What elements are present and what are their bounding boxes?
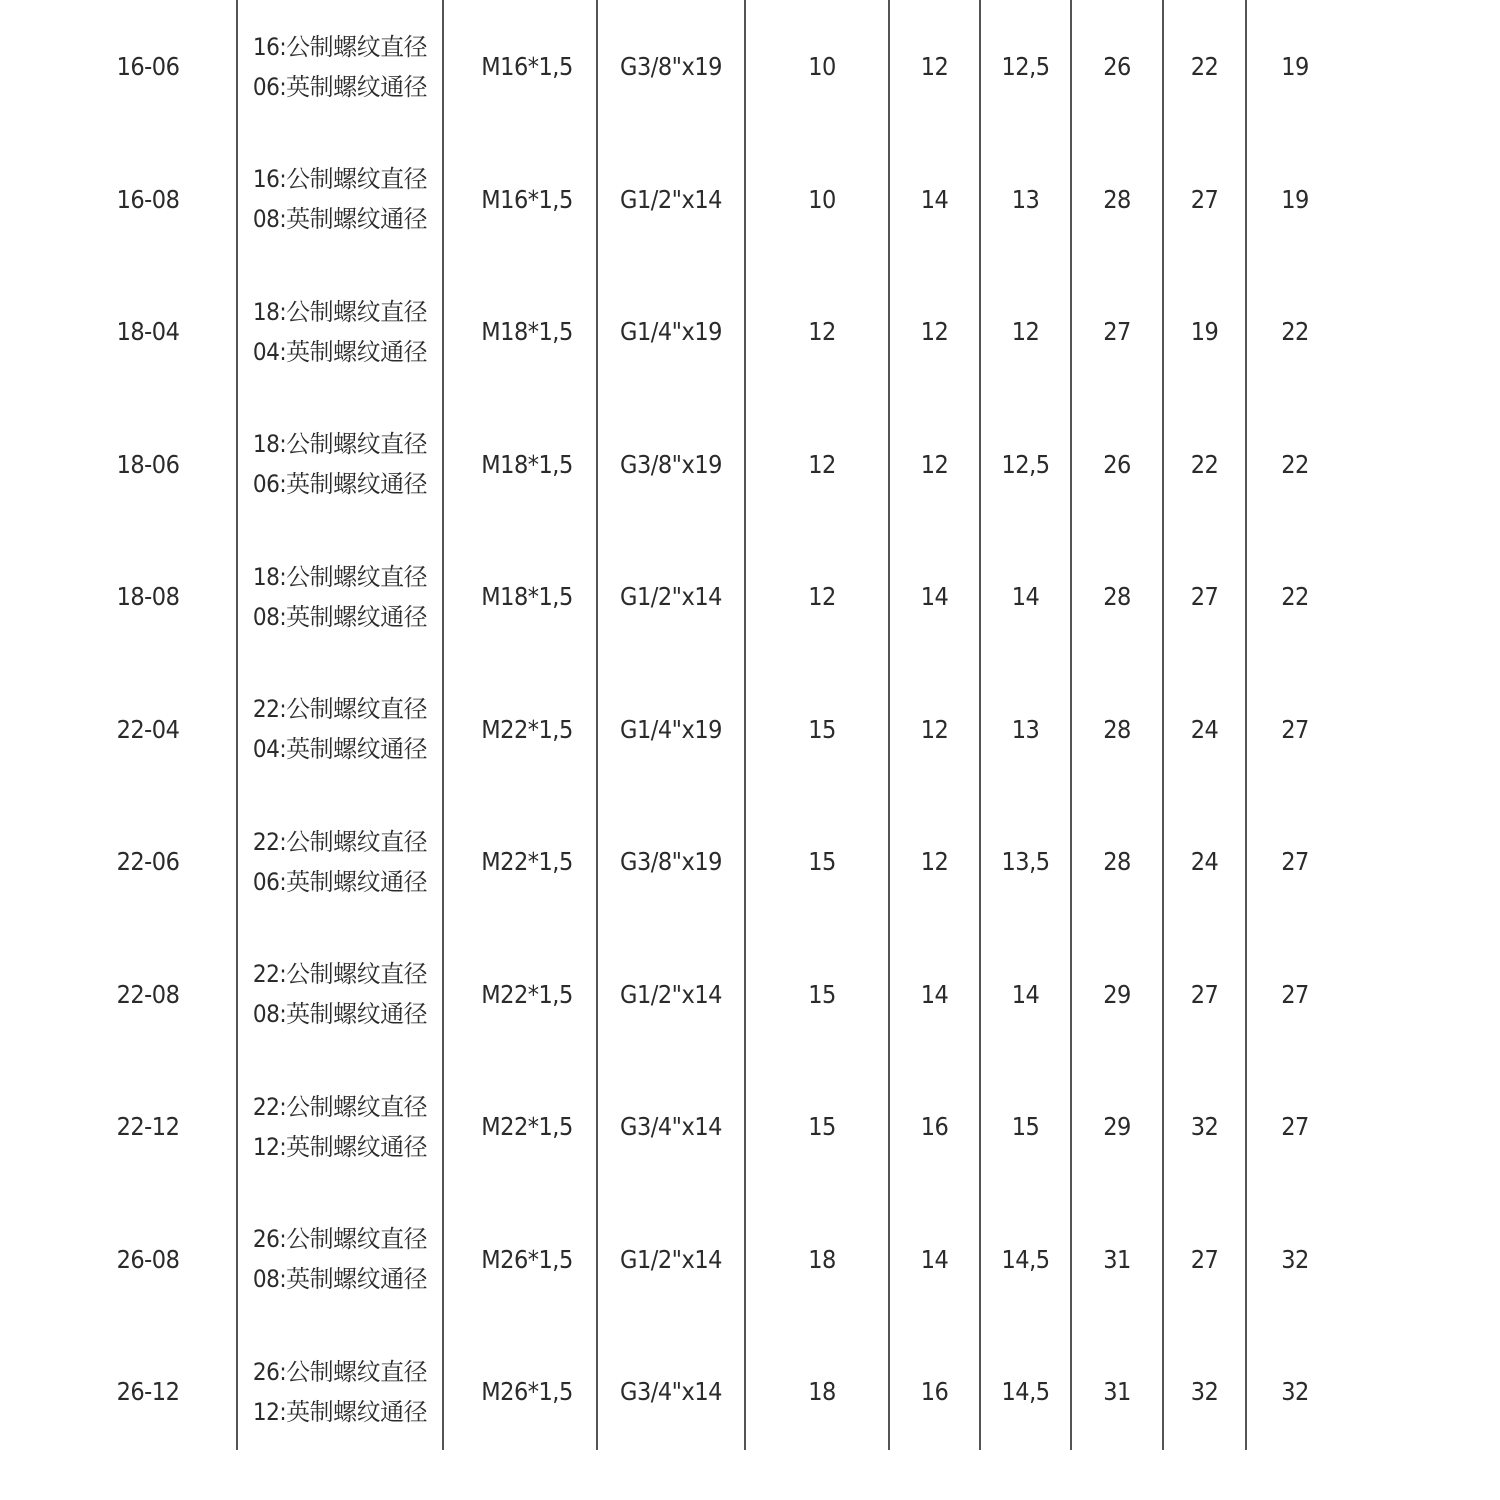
dimension-cell-3: 14,5 <box>1001 1244 1050 1274</box>
dimension-cell-5: 27 <box>1190 184 1219 214</box>
dimension-cell-1: 18 <box>808 1377 836 1406</box>
thread-description-cell <box>238 928 442 1061</box>
bsp-thread-cell: G3/4"x14 <box>620 1112 722 1141</box>
bsp-thread-cell: G3/8"x19 <box>620 847 722 876</box>
dimension-cell-4: 28 <box>1103 582 1131 611</box>
dimension-cell-4: 31 <box>1103 1377 1131 1406</box>
dimension-cell-5: 24 <box>1190 847 1219 876</box>
table-row <box>0 133 1500 266</box>
dimension-cell-6: 32 <box>1281 1244 1309 1274</box>
dimension-cell-5: 19 <box>1190 317 1219 346</box>
imperial-thread-note: 08:英制螺纹通径 <box>252 602 428 631</box>
imperial-thread-note: 06:英制螺纹通径 <box>252 470 428 498</box>
dimension-cell-1: 15 <box>808 847 836 876</box>
dimension-cell-4: 27 <box>1103 317 1131 346</box>
dimension-cell-6: 27 <box>1281 1112 1309 1141</box>
metric-thread-note: 22:公制螺纹直径 <box>252 695 428 723</box>
bsp-thread-cell: G1/4"x19 <box>620 317 722 346</box>
dimension-cell-2: 12 <box>920 847 949 876</box>
metric-thread-cell: M22*1,5 <box>481 847 573 876</box>
dimension-cell-1: 10 <box>808 52 836 81</box>
metric-thread-note: 22:公制螺纹直径 <box>252 827 428 856</box>
metric-thread-cell: M26*1,5 <box>481 1244 573 1274</box>
dimension-cell-6: 27 <box>1281 847 1309 876</box>
dimension-cell-6: 19 <box>1281 52 1309 81</box>
table-row <box>0 1193 1500 1326</box>
model-code-cell: 18-08 <box>116 582 180 611</box>
dimension-cell-1: 12 <box>808 582 836 611</box>
dimension-cell-4: 26 <box>1103 52 1131 81</box>
dimension-cell-3: 14 <box>1011 979 1040 1009</box>
bsp-thread-cell: G3/8"x19 <box>620 52 722 81</box>
model-code-cell: 22-06 <box>116 847 180 876</box>
table-row <box>0 530 1500 663</box>
table-row <box>0 0 1500 133</box>
dimension-cell-4: 31 <box>1103 1244 1131 1274</box>
dimension-cell-3: 13,5 <box>1001 847 1050 876</box>
dimension-cell-4: 28 <box>1103 184 1131 214</box>
dimension-cell-3: 14,5 <box>1001 1377 1050 1406</box>
dimension-cell-2: 14 <box>920 184 949 214</box>
dimension-cell-1: 15 <box>808 979 836 1009</box>
imperial-thread-note: 12:英制螺纹通径 <box>252 1132 428 1161</box>
dimension-cell-6: 27 <box>1281 979 1309 1009</box>
table-row <box>0 663 1500 796</box>
imperial-thread-note: 06:英制螺纹通径 <box>252 867 428 896</box>
dimension-cell-3: 14 <box>1011 582 1040 611</box>
dimension-cell-6: 22 <box>1281 449 1309 479</box>
thread-description-cell <box>238 0 442 133</box>
table-row <box>0 398 1500 531</box>
dimension-cell-2: 16 <box>920 1377 949 1406</box>
dimension-cell-3: 12 <box>1011 317 1040 346</box>
thread-description-cell <box>238 1193 442 1326</box>
dimension-cell-5: 27 <box>1190 979 1219 1009</box>
table-row <box>0 795 1500 928</box>
bsp-thread-cell: G3/4"x14 <box>620 1377 722 1406</box>
model-code-cell: 22-08 <box>116 979 180 1009</box>
dimension-cell-2: 12 <box>920 52 949 81</box>
dimension-cell-2: 12 <box>920 317 949 346</box>
thread-description-cell <box>238 663 442 796</box>
dimension-cell-5: 32 <box>1190 1112 1219 1141</box>
dimension-cell-1: 15 <box>808 714 836 744</box>
metric-thread-cell: M22*1,5 <box>481 714 573 744</box>
dimension-cell-5: 22 <box>1190 52 1219 81</box>
bsp-thread-cell: G3/8"x19 <box>620 449 722 479</box>
dimension-cell-4: 28 <box>1103 847 1131 876</box>
dimension-cell-1: 12 <box>808 449 836 479</box>
metric-thread-cell: M18*1,5 <box>481 317 573 346</box>
dimension-cell-5: 22 <box>1190 449 1219 479</box>
metric-thread-note: 18:公制螺纹直径 <box>252 430 428 458</box>
metric-thread-cell: M26*1,5 <box>481 1377 573 1406</box>
imperial-thread-note: 08:英制螺纹通径 <box>252 1265 428 1293</box>
metric-thread-note: 16:公制螺纹直径 <box>252 32 428 61</box>
dimension-cell-5: 27 <box>1190 582 1219 611</box>
bsp-thread-cell: G1/2"x14 <box>620 582 722 611</box>
model-code-cell: 22-04 <box>116 714 180 744</box>
dimension-cell-4: 26 <box>1103 449 1131 479</box>
model-code-cell: 18-06 <box>116 449 180 479</box>
dimension-cell-3: 13 <box>1011 184 1040 214</box>
model-code-cell: 16-08 <box>116 184 180 214</box>
model-code-cell: 22-12 <box>116 1112 180 1141</box>
dimension-cell-2: 14 <box>920 582 949 611</box>
table-row <box>0 1325 1500 1458</box>
dimension-cell-1: 15 <box>808 1112 836 1141</box>
thread-description-cell <box>238 1325 442 1458</box>
model-code-cell: 26-08 <box>116 1244 180 1274</box>
table-row <box>0 1060 1500 1193</box>
metric-thread-note: 18:公制螺纹直径 <box>252 297 428 326</box>
model-code-cell: 16-06 <box>116 52 180 81</box>
imperial-thread-note: 04:英制螺纹通径 <box>252 337 428 366</box>
metric-thread-note: 26:公制螺纹直径 <box>252 1225 428 1253</box>
thread-description-cell <box>238 1060 442 1193</box>
metric-thread-cell: M18*1,5 <box>481 582 573 611</box>
dimension-cell-6: 27 <box>1281 714 1309 744</box>
table-row <box>0 928 1500 1061</box>
bsp-thread-cell: G1/2"x14 <box>620 979 722 1009</box>
metric-thread-note: 18:公制螺纹直径 <box>252 562 428 591</box>
imperial-thread-note: 04:英制螺纹通径 <box>252 735 428 763</box>
model-code-cell: 18-04 <box>116 317 180 346</box>
bsp-thread-cell: G1/2"x14 <box>620 184 722 214</box>
thread-description-cell <box>238 795 442 928</box>
metric-thread-cell: M18*1,5 <box>481 449 573 479</box>
dimension-cell-6: 32 <box>1281 1377 1309 1406</box>
dimension-cell-5: 24 <box>1190 714 1219 744</box>
metric-thread-note: 22:公制螺纹直径 <box>252 1092 428 1121</box>
dimension-cell-4: 28 <box>1103 714 1131 744</box>
dimension-cell-5: 32 <box>1190 1377 1219 1406</box>
imperial-thread-note: 12:英制螺纹通径 <box>252 1397 428 1426</box>
thread-description-cell <box>238 398 442 531</box>
dimension-cell-2: 12 <box>920 449 949 479</box>
dimension-cell-4: 29 <box>1103 1112 1131 1141</box>
thread-description-cell <box>238 530 442 663</box>
imperial-thread-note: 08:英制螺纹通径 <box>252 205 428 233</box>
dimension-cell-1: 12 <box>808 317 836 346</box>
dimension-cell-5: 27 <box>1190 1244 1219 1274</box>
dimension-cell-2: 16 <box>920 1112 949 1141</box>
dimension-cell-1: 18 <box>808 1244 836 1274</box>
dimension-cell-3: 15 <box>1011 1112 1040 1141</box>
thread-description-cell <box>238 133 442 266</box>
dimension-cell-2: 14 <box>920 979 949 1009</box>
dimension-cell-3: 12,5 <box>1001 449 1050 479</box>
table-row <box>0 265 1500 398</box>
imperial-thread-note: 06:英制螺纹通径 <box>252 72 428 101</box>
dimension-cell-4: 29 <box>1103 979 1131 1009</box>
model-code-cell: 26-12 <box>116 1377 180 1406</box>
thread-description-cell <box>238 265 442 398</box>
bsp-thread-cell: G1/2"x14 <box>620 1244 722 1274</box>
bsp-thread-cell: G1/4"x19 <box>620 714 722 744</box>
imperial-thread-note: 08:英制螺纹通径 <box>252 1000 428 1028</box>
dimension-cell-2: 12 <box>920 714 949 744</box>
dimension-cell-1: 10 <box>808 184 836 214</box>
metric-thread-cell: M16*1,5 <box>481 52 573 81</box>
dimension-cell-6: 22 <box>1281 317 1309 346</box>
dimension-cell-2: 14 <box>920 1244 949 1274</box>
dimension-cell-3: 12,5 <box>1001 52 1050 81</box>
metric-thread-cell: M16*1,5 <box>481 184 573 214</box>
dimension-cell-6: 22 <box>1281 582 1309 611</box>
metric-thread-cell: M22*1,5 <box>481 979 573 1009</box>
metric-thread-note: 16:公制螺纹直径 <box>252 165 428 193</box>
metric-thread-note: 26:公制螺纹直径 <box>252 1357 428 1386</box>
dimension-cell-6: 19 <box>1281 184 1309 214</box>
metric-thread-note: 22:公制螺纹直径 <box>252 960 428 988</box>
dimension-cell-3: 13 <box>1011 714 1040 744</box>
metric-thread-cell: M22*1,5 <box>481 1112 573 1141</box>
